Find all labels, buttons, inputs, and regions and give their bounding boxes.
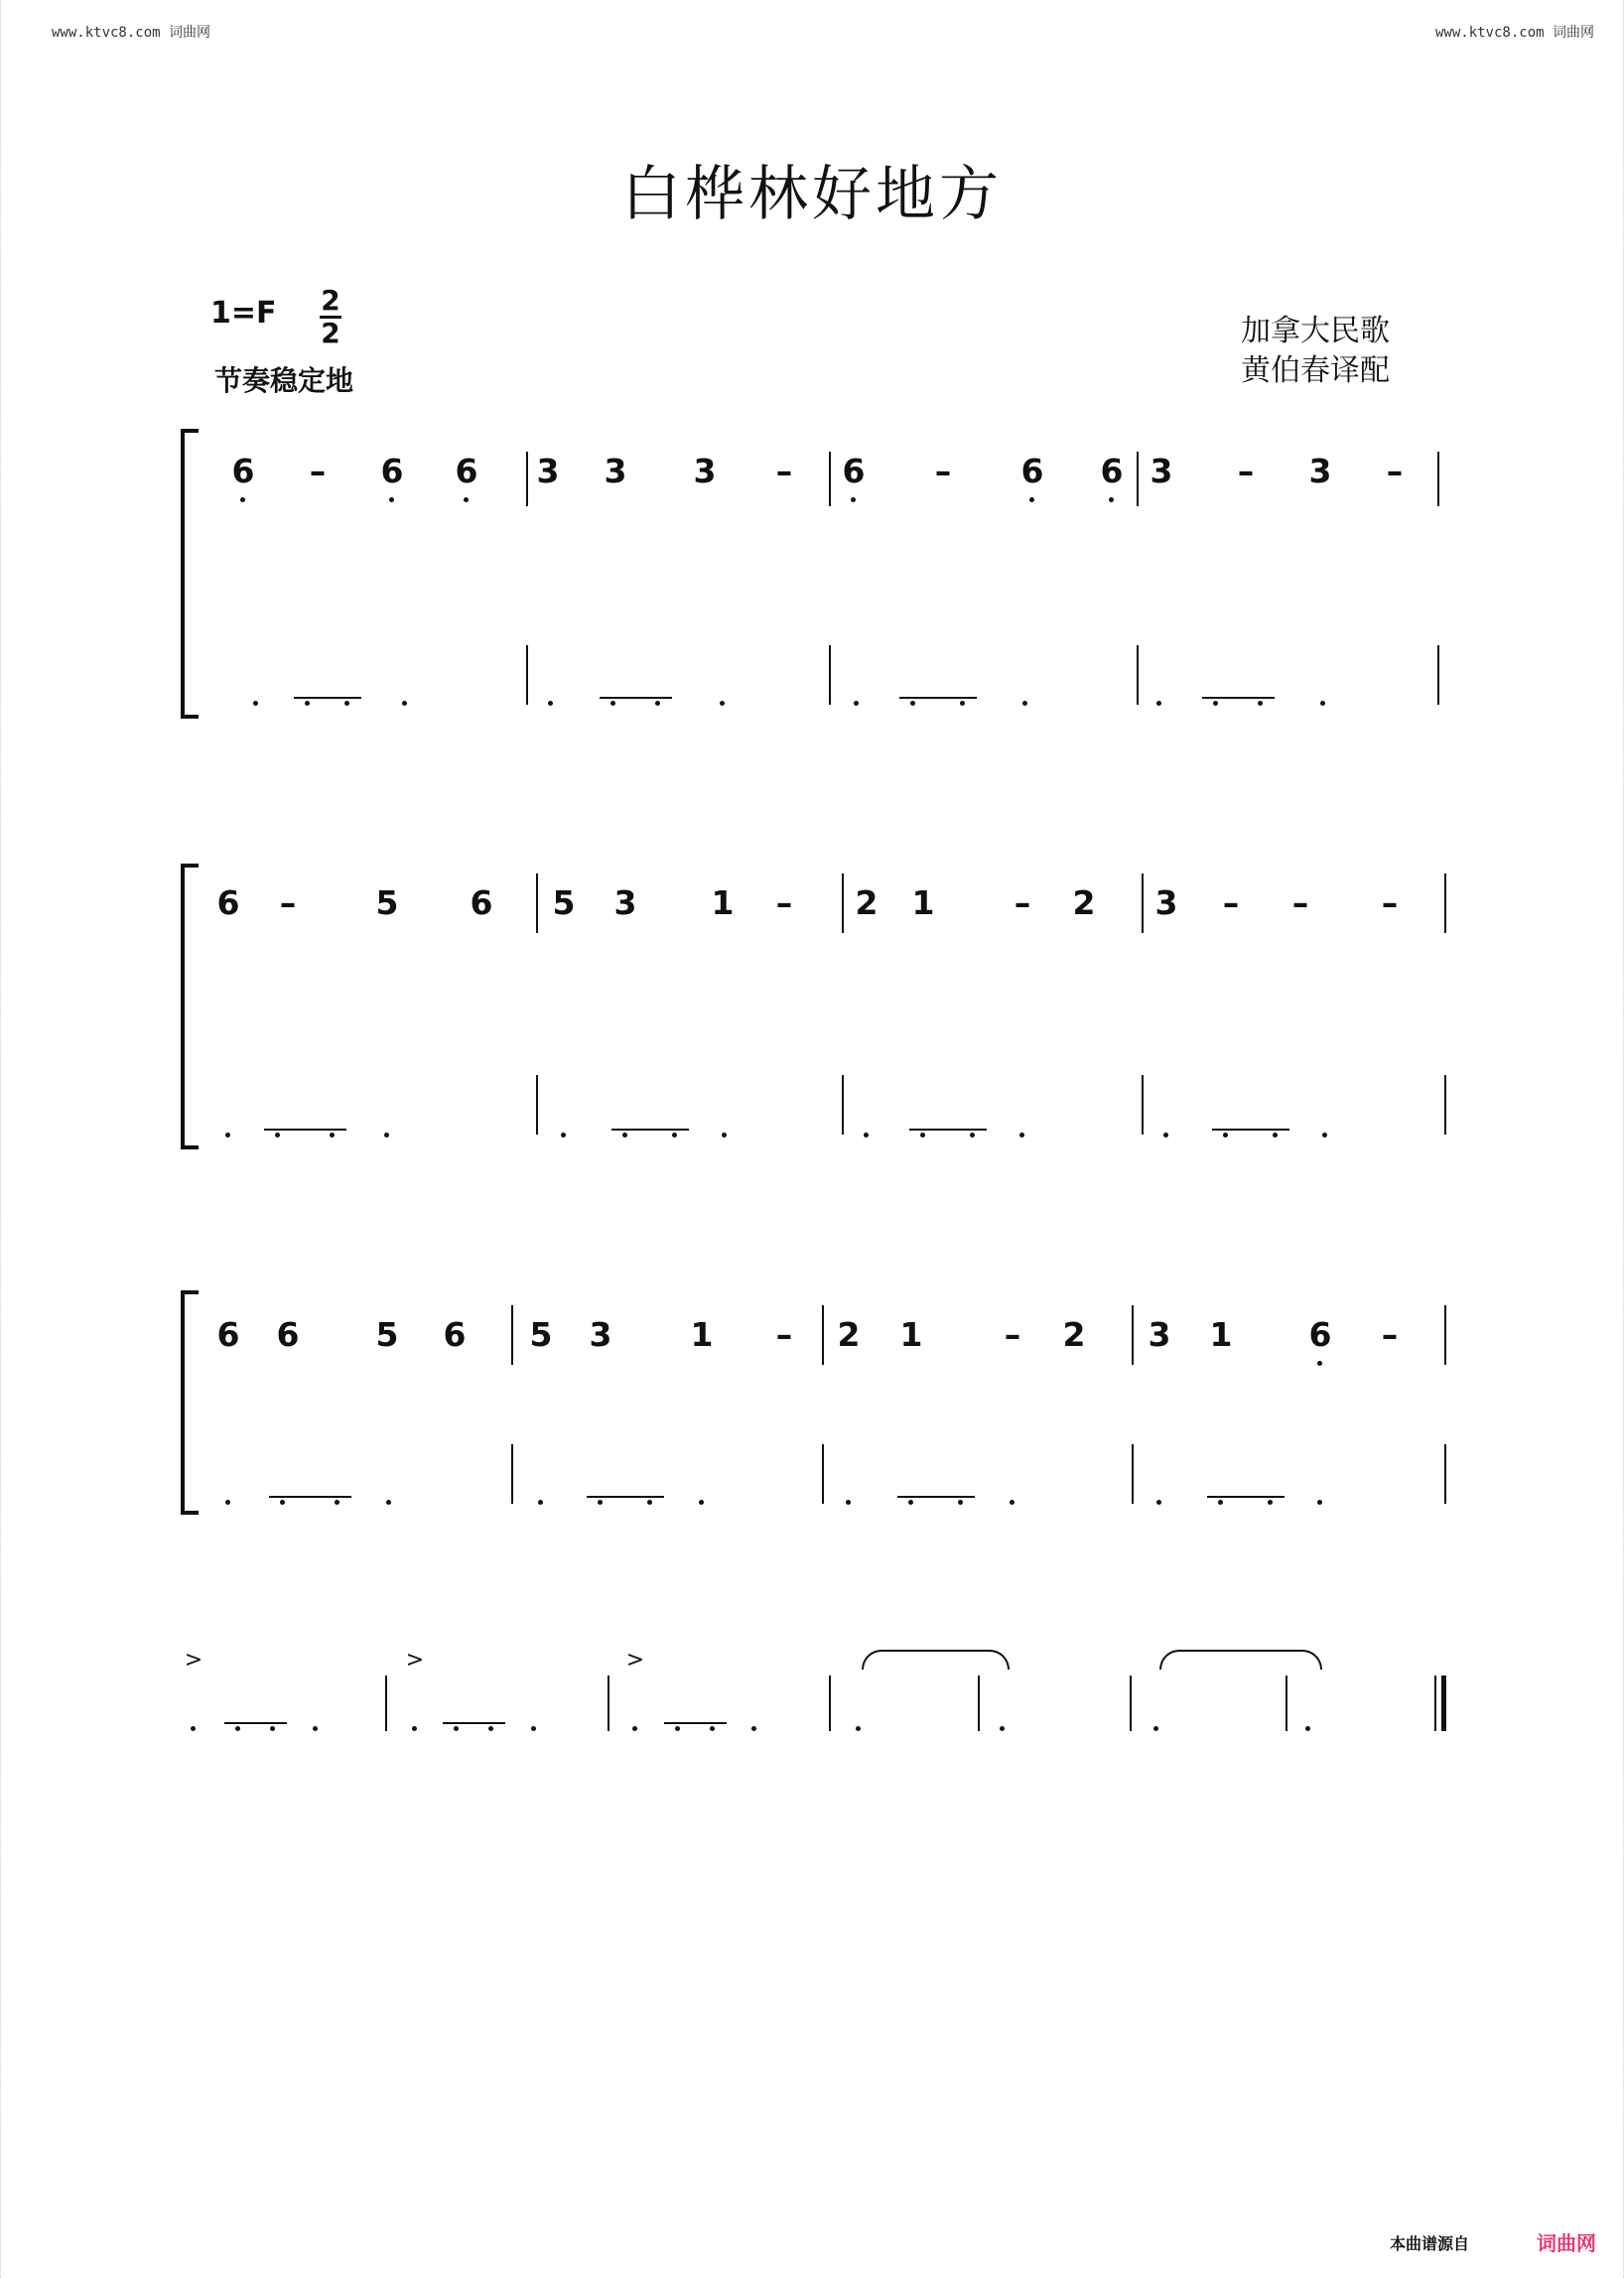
eighth-beam — [443, 1722, 505, 1724]
melody-note: – — [1381, 883, 1399, 922]
eighth-beam — [664, 1722, 727, 1724]
melody-note: – — [1237, 452, 1255, 490]
low-octave-dot — [598, 1500, 603, 1505]
system2-melody-barline — [842, 873, 844, 933]
low-octave-dot — [647, 1500, 652, 1505]
final-barline-thick — [1441, 1675, 1446, 1731]
low-octave-dot — [864, 1133, 869, 1138]
melody-note: – — [775, 452, 793, 490]
low-octave-dot — [1305, 1726, 1310, 1731]
melody-note: 6 — [231, 452, 255, 490]
tie-slur — [1159, 1650, 1322, 1670]
low-octave-dot — [386, 1500, 391, 1505]
low-octave-dot — [464, 497, 469, 502]
melody-note: – — [775, 883, 793, 922]
eighth-beam — [294, 697, 361, 699]
footer-brand: 词曲网 — [1537, 2231, 1596, 2255]
low-octave-dot — [531, 1726, 536, 1731]
low-octave-dot — [632, 1726, 637, 1731]
system1-bracket — [181, 429, 199, 719]
low-octave-dot — [1223, 1133, 1228, 1138]
low-octave-dot — [675, 1726, 680, 1731]
eighth-beam — [600, 697, 672, 699]
origin-credit: 加拿大民歌 — [1241, 314, 1390, 348]
low-octave-dot — [672, 1133, 677, 1138]
melody-note: 5 — [375, 883, 399, 922]
low-octave-dot — [305, 701, 310, 706]
low-octave-dot — [313, 1726, 318, 1731]
low-octave-dot — [335, 1500, 339, 1505]
low-octave-dot — [1218, 1500, 1223, 1505]
melody-note: 2 — [837, 1315, 861, 1354]
low-octave-dot — [225, 1133, 230, 1138]
low-octave-dot — [225, 1500, 230, 1505]
melody-note: 3 — [1154, 883, 1178, 922]
melody-note: 3 — [693, 452, 717, 490]
low-octave-dot — [330, 1133, 335, 1138]
melody-note: – — [1386, 452, 1404, 490]
melody-note: 6 — [1020, 452, 1044, 490]
system2-melody-barline — [536, 873, 538, 933]
system2-bass-barline — [1142, 1075, 1144, 1135]
right-margin-strip — [1609, 0, 1624, 2278]
low-octave-dot — [1022, 701, 1027, 706]
low-octave-dot — [1317, 1500, 1322, 1505]
melody-note: – — [775, 1315, 793, 1354]
low-octave-dot — [235, 1726, 240, 1731]
low-octave-dot — [454, 1726, 459, 1731]
low-octave-dot — [958, 1500, 963, 1505]
melody-note: 6 — [842, 452, 866, 490]
melody-note: 3 — [1148, 1315, 1171, 1354]
melody-note: 1 — [911, 883, 935, 922]
low-octave-dot — [655, 701, 660, 706]
melody-note: – — [279, 883, 297, 922]
accent-mark: > — [625, 1648, 645, 1673]
low-octave-dot — [710, 1726, 715, 1731]
melody-note: 1 — [1209, 1315, 1233, 1354]
low-octave-dot — [751, 1726, 756, 1731]
coda-barline — [385, 1675, 387, 1731]
low-octave-dot — [1153, 1726, 1158, 1731]
low-octave-dot — [851, 497, 856, 502]
eighth-beam — [1202, 697, 1275, 699]
system1-bass-barline — [526, 645, 528, 705]
system2-bass-barline — [1444, 1075, 1446, 1135]
melody-note: 2 — [1072, 883, 1096, 922]
system1-bass-barline — [1137, 645, 1139, 705]
system1-melody-barline — [1137, 452, 1139, 506]
system1-melody-barline — [1437, 452, 1439, 506]
system2-melody-barline — [1142, 873, 1144, 933]
key-signature: 1=F — [210, 296, 277, 331]
accent-mark: > — [405, 1648, 425, 1673]
eighth-beam — [269, 1496, 351, 1498]
melody-note: – — [1014, 883, 1031, 922]
time-signature — [320, 286, 341, 348]
system2-melody-barline — [1444, 873, 1446, 933]
eighth-beam — [611, 1129, 689, 1131]
melody-note: 2 — [855, 883, 879, 922]
melody-note: 1 — [899, 1315, 923, 1354]
low-octave-dot — [1213, 701, 1218, 706]
melody-note: 6 — [276, 1315, 300, 1354]
tie-slur — [862, 1650, 1010, 1670]
system3-bracket — [181, 1290, 199, 1515]
system3-melody-barline — [1444, 1305, 1446, 1365]
melody-note: 5 — [375, 1315, 399, 1354]
melody-note: 6 — [470, 883, 493, 922]
low-octave-dot — [960, 701, 965, 706]
song-title: 白桦林好地方 — [621, 160, 1003, 229]
system3-bass-barline — [1444, 1444, 1446, 1504]
melody-note: 6 — [1100, 452, 1124, 490]
time-sig-denominator: 2 — [321, 317, 340, 349]
low-octave-dot — [240, 497, 245, 502]
low-octave-dot — [488, 1726, 493, 1731]
melody-note: 6 — [216, 1315, 240, 1354]
melody-note: 3 — [536, 452, 560, 490]
low-octave-dot — [920, 1133, 925, 1138]
melody-note: – — [309, 452, 327, 490]
accent-mark: > — [184, 1648, 203, 1673]
header-left-watermark: www.ktvc8.com 词曲网 — [52, 25, 211, 41]
melody-note: 6 — [380, 452, 404, 490]
melody-note: 1 — [690, 1315, 714, 1354]
eighth-beam — [1207, 1496, 1285, 1498]
eighth-beam — [909, 1129, 987, 1131]
melody-note: 5 — [529, 1315, 553, 1354]
low-octave-dot — [191, 1726, 196, 1731]
melody-note: – — [1291, 883, 1309, 922]
low-octave-dot — [1029, 497, 1034, 502]
low-octave-dot — [561, 1133, 566, 1138]
coda-barline — [1286, 1675, 1287, 1731]
low-octave-dot — [622, 1133, 627, 1138]
system3-melody-barline — [822, 1305, 824, 1365]
coda-barline — [608, 1675, 609, 1731]
low-octave-dot — [1317, 1361, 1322, 1366]
eighth-beam — [587, 1496, 664, 1498]
eighth-beam — [897, 1496, 975, 1498]
system1-melody-barline — [526, 452, 528, 506]
low-octave-dot — [699, 1500, 704, 1505]
melody-note: 3 — [1150, 452, 1173, 490]
coda-barline — [1130, 1675, 1132, 1731]
coda-barline — [978, 1675, 980, 1731]
melody-note: 6 — [216, 883, 240, 922]
melody-note: 3 — [589, 1315, 612, 1354]
system2-bracket — [181, 864, 199, 1149]
low-octave-dot — [1322, 1133, 1327, 1138]
coda-barline — [829, 1675, 831, 1731]
system3-bass-barline — [1132, 1444, 1134, 1504]
system1-bass-barline — [829, 645, 831, 705]
low-octave-dot — [344, 701, 349, 706]
low-octave-dot — [1109, 497, 1114, 502]
low-octave-dot — [1000, 1726, 1005, 1731]
low-octave-dot — [1258, 701, 1263, 706]
melody-note: 5 — [552, 883, 576, 922]
final-barline-thin — [1434, 1675, 1436, 1731]
low-octave-dot — [402, 701, 407, 706]
time-sig-numerator: 2 — [321, 284, 340, 317]
low-octave-dot — [856, 1726, 861, 1731]
low-octave-dot — [1163, 1133, 1168, 1138]
system3-bass-barline — [511, 1444, 513, 1504]
low-octave-dot — [1156, 701, 1161, 706]
low-octave-dot — [548, 701, 553, 706]
tempo-marking: 节奏稳定地 — [214, 364, 354, 397]
low-octave-dot — [720, 701, 725, 706]
low-octave-dot — [722, 1133, 727, 1138]
low-octave-dot — [412, 1726, 417, 1731]
low-octave-dot — [610, 701, 615, 706]
left-margin-strip — [0, 0, 15, 2278]
eighth-beam — [224, 1722, 287, 1724]
melody-note: 2 — [1062, 1315, 1086, 1354]
footer-source-label: 本曲谱源自 — [1390, 2234, 1470, 2253]
melody-note: 6 — [455, 452, 478, 490]
melody-note: 1 — [711, 883, 735, 922]
melody-note: 6 — [443, 1315, 467, 1354]
low-octave-dot — [1268, 1500, 1273, 1505]
low-octave-dot — [270, 1726, 275, 1731]
melody-note: – — [934, 452, 952, 490]
system2-bass-barline — [842, 1075, 844, 1135]
low-octave-dot — [1019, 1133, 1024, 1138]
eighth-beam — [899, 697, 977, 699]
low-octave-dot — [854, 701, 859, 706]
low-octave-dot — [1156, 1500, 1161, 1505]
system2-bass-barline — [536, 1075, 538, 1135]
melody-note: 3 — [613, 883, 637, 922]
melody-note: 6 — [1308, 1315, 1332, 1354]
system3-melody-barline — [1132, 1305, 1134, 1365]
melody-note: 3 — [1308, 452, 1332, 490]
low-octave-dot — [280, 1500, 285, 1505]
melody-note: – — [1004, 1315, 1021, 1354]
melody-note: – — [1222, 883, 1240, 922]
low-octave-dot — [910, 701, 915, 706]
low-octave-dot — [253, 701, 258, 706]
eighth-beam — [264, 1129, 346, 1131]
melody-note: 3 — [604, 452, 627, 490]
low-octave-dot — [1320, 701, 1325, 706]
system3-melody-barline — [511, 1305, 513, 1365]
melody-note: – — [1381, 1315, 1399, 1354]
low-octave-dot — [1273, 1133, 1278, 1138]
arranger-credit: 黄伯春译配 — [1241, 353, 1390, 388]
system1-bass-barline — [1437, 645, 1439, 705]
low-octave-dot — [1010, 1500, 1015, 1505]
eighth-beam — [1212, 1129, 1289, 1131]
low-octave-dot — [538, 1500, 543, 1505]
low-octave-dot — [389, 497, 394, 502]
low-octave-dot — [908, 1500, 913, 1505]
header-right-watermark: www.ktvc8.com 词曲网 — [1434, 25, 1594, 41]
system3-bass-barline — [822, 1444, 824, 1504]
low-octave-dot — [970, 1133, 975, 1138]
low-octave-dot — [384, 1133, 389, 1138]
low-octave-dot — [275, 1133, 280, 1138]
low-octave-dot — [846, 1500, 851, 1505]
system1-melody-barline — [829, 452, 831, 506]
